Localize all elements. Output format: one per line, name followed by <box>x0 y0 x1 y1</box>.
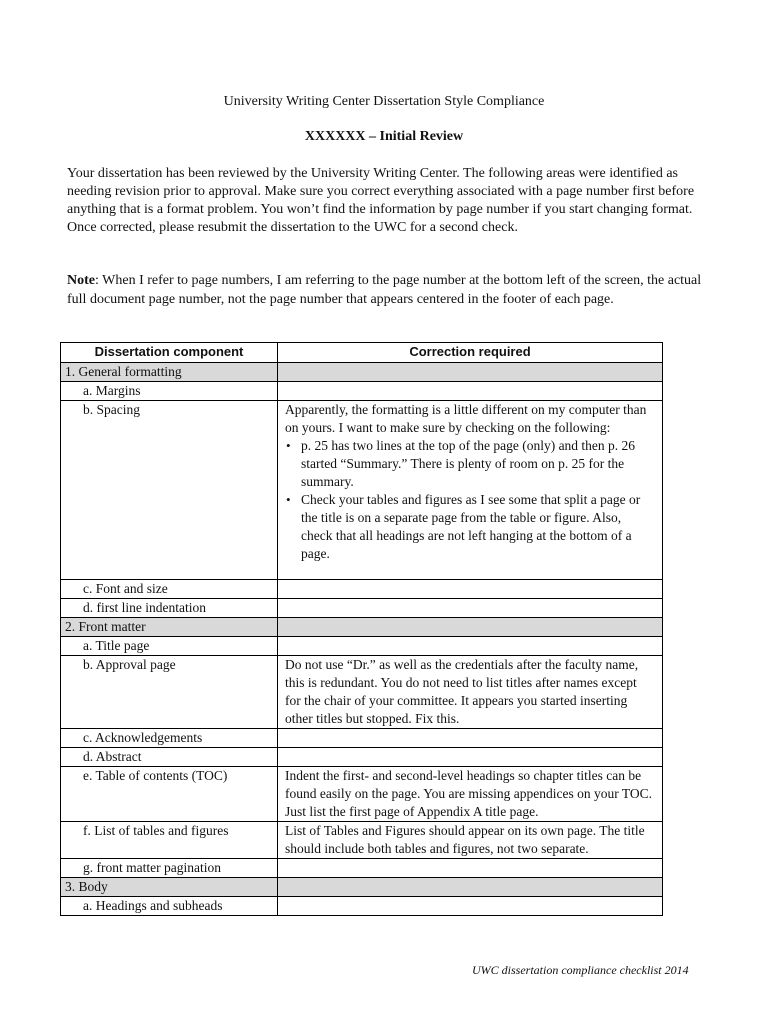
table-row <box>61 656 663 729</box>
table-row <box>61 897 663 916</box>
component-cell: d. first line indentation <box>61 599 278 618</box>
correction-bullet: • Check your tables and figures as I see some that split a page or the title is on a separate page from the table or figure. Also, check that all headings are not left hanging at the bottom of a page. <box>301 491 655 563</box>
component-cell: 3. Body <box>61 878 278 897</box>
table-row <box>61 401 663 580</box>
correction-text: Apparently, the formatting is a little different on my computer than on yours. I want to make sure by checking on the following: <box>285 402 647 435</box>
component-cell: 1. General formatting <box>61 363 278 382</box>
correction-cell <box>278 637 663 656</box>
compliance-table <box>60 342 663 916</box>
correction-text: List of Tables and Figures should appear on its own page. The title should include both tables and figures, not two separate. <box>285 823 645 856</box>
table-row <box>61 767 663 822</box>
component-cell: a. Margins <box>61 382 278 401</box>
correction-cell <box>278 748 663 767</box>
table-row <box>61 729 663 748</box>
correction-cell <box>278 382 663 401</box>
component-cell: b. Spacing <box>61 401 278 580</box>
component-cell: f. List of tables and figures <box>61 822 278 859</box>
component-cell: d. Abstract <box>61 748 278 767</box>
table-body <box>61 363 663 916</box>
section-row <box>61 618 663 637</box>
correction-cell <box>278 897 663 916</box>
correction-cell <box>278 767 663 822</box>
component-cell: c. Font and size <box>61 580 278 599</box>
correction-cell <box>278 599 663 618</box>
section-row <box>61 878 663 897</box>
correction-cell <box>278 580 663 599</box>
correction-text: Indent the first- and second-level headings so chapter titles can be found easily on the page. You are missing appendices on your TOC. Just list the first page of Appendix A title page. <box>285 768 652 819</box>
header-component: Dissertation component <box>61 343 278 363</box>
correction-text: Do not use “Dr.” as well as the credentials after the faculty name, this is redundant. You do not need to list titles after names except for the chair of your committee. It appears you started inserting other titles but stopped. Fix this. <box>285 657 639 726</box>
table-row <box>61 748 663 767</box>
correction-cell <box>278 878 663 897</box>
component-cell: c. Acknowledgements <box>61 729 278 748</box>
table-header-row <box>61 343 663 363</box>
note-label: Note <box>67 273 95 288</box>
header-correction: Correction required <box>278 343 663 363</box>
correction-cell <box>278 859 663 878</box>
table-row <box>61 822 663 859</box>
table-row <box>61 382 663 401</box>
intro-paragraph: Your dissertation has been reviewed by the University Writing Center. The following areas were identified as needing revision prior to approval. Make sure you correct everything associated with a page number first before anything that is a format problem. You won’t find the information by page number if you start changing format. Once corrected, please resubmit the dissertation to the UWC for a second check. <box>67 166 695 235</box>
note-text: : When I refer to page numbers, I am referring to the page number at the bottom left of the screen, the actual full document page number, not the page number that appears centered in the footer of each page. <box>67 273 702 307</box>
correction-cell <box>278 656 663 729</box>
component-cell: a. Headings and subheads <box>61 897 278 916</box>
footer-text: UWC dissertation compliance checklist 2014 <box>472 963 689 977</box>
correction-cell <box>278 618 663 637</box>
component-cell: 2. Front matter <box>61 618 278 637</box>
component-cell: a. Title page <box>61 637 278 656</box>
component-cell: g. front matter pagination <box>61 859 278 878</box>
correction-bullet: • p. 25 has two lines at the top of the page (only) and then p. 26 started “Summary.” There is plenty of room on p. 25 for the summary. <box>301 437 655 491</box>
correction-cell <box>278 822 663 859</box>
component-cell: e. Table of contents (TOC) <box>61 767 278 822</box>
correction-cell <box>278 401 663 580</box>
document-title: University Writing Center Dissertation Style Compliance <box>223 94 545 109</box>
table-row <box>61 599 663 618</box>
correction-cell <box>278 363 663 382</box>
table-row <box>61 859 663 878</box>
component-cell: b. Approval page <box>61 656 278 729</box>
section-row <box>61 363 663 382</box>
table-row <box>61 637 663 656</box>
review-title: XXXXXX – Initial Review <box>304 129 464 144</box>
correction-bullet-list <box>285 437 655 563</box>
correction-cell <box>278 729 663 748</box>
note-paragraph <box>67 272 707 309</box>
table-row <box>61 580 663 599</box>
